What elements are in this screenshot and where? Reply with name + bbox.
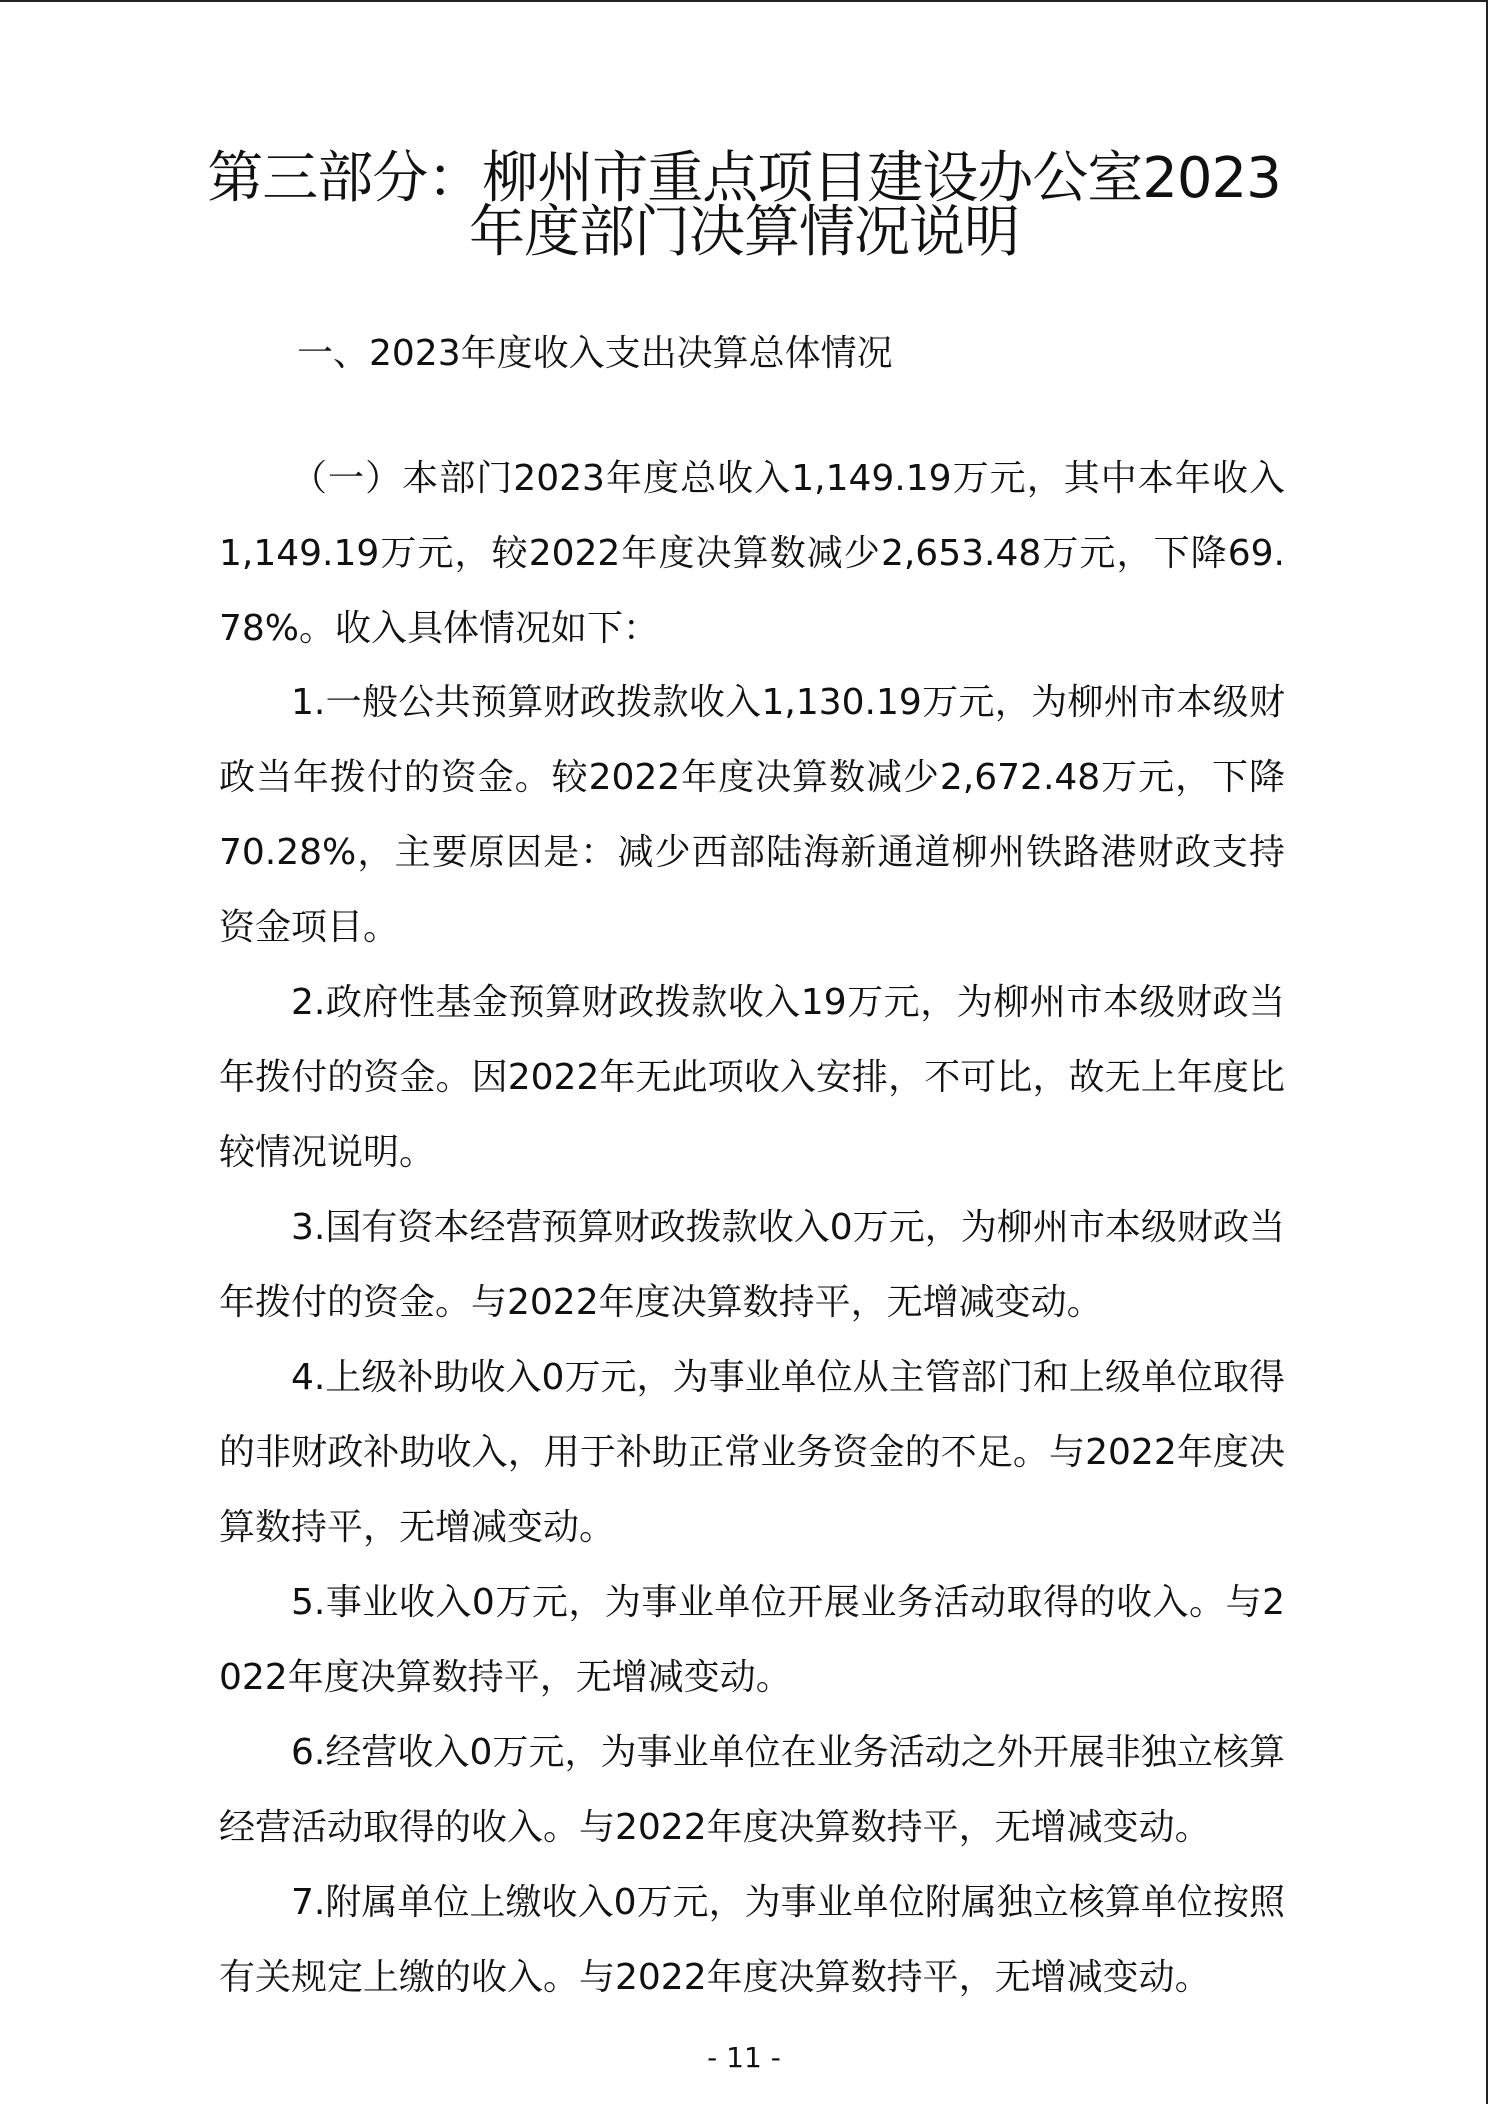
section-heading: 一、2023年度收入支出决算总体情况 [297, 333, 893, 374]
page-border-top [0, 0, 1488, 2]
document-title-line-1: 第三部分：柳州市重点项目建设办公室2023 [207, 146, 1281, 211]
paragraph-item-7: 7.附属单位上缴收入0万元，为事业单位附属独立核算单位按照有关规定上缴的收入。与2022年度决算数持平，无增减变动。 [219, 1882, 1285, 1998]
page-number: - 11 - [707, 2041, 781, 2074]
paragraph-item-5: 5.事业收入0万元，为事业单位开展业务活动取得的收入。与2022年度决算数持平，无增减变动。 [219, 1582, 1285, 1698]
paragraph-total-income: （一）本部门2023年度总收入1,149.19万元，其中本年收入1,149.19万元，较2022年度决算数减少2,653.48万元，下降69.78%。收入具体情况如下： [219, 458, 1285, 649]
paragraph-item-6: 6.经营收入0万元，为事业单位在业务活动之外开展非独立核算经营活动取得的收入。与2022年度决算数持平，无增减变动。 [219, 1732, 1285, 1848]
paragraph-item-2: 2.政府性基金预算财政拨款收入19万元，为柳州市本级财政当年拨付的资金。因2022年无此项收入安排，不可比，故无上年度比较情况说明。 [219, 982, 1285, 1173]
paragraph-item-4: 4.上级补助收入0万元，为事业单位从主管部门和上级单位取得的非财政补助收入，用于补助正常业务资金的不足。与2022年度决算数持平，无增减变动。 [219, 1357, 1285, 1548]
paragraph-item-3: 3.国有资本经营预算财政拨款收入0万元，为柳州市本级财政当年拨付的资金。与2022年度决算数持平，无增减变动。 [219, 1207, 1285, 1323]
document-title-line-2: 年度部门决算情况说明 [469, 200, 1019, 265]
paragraph-item-1: 1.一般公共预算财政拨款收入1,130.19万元，为柳州市本级财政当年拨付的资金。较2022年度决算数减少2,672.48万元，下降70.28%，主要原因是：减少西部陆海新通道柳州铁路港财政支持资金项目。 [219, 682, 1285, 948]
